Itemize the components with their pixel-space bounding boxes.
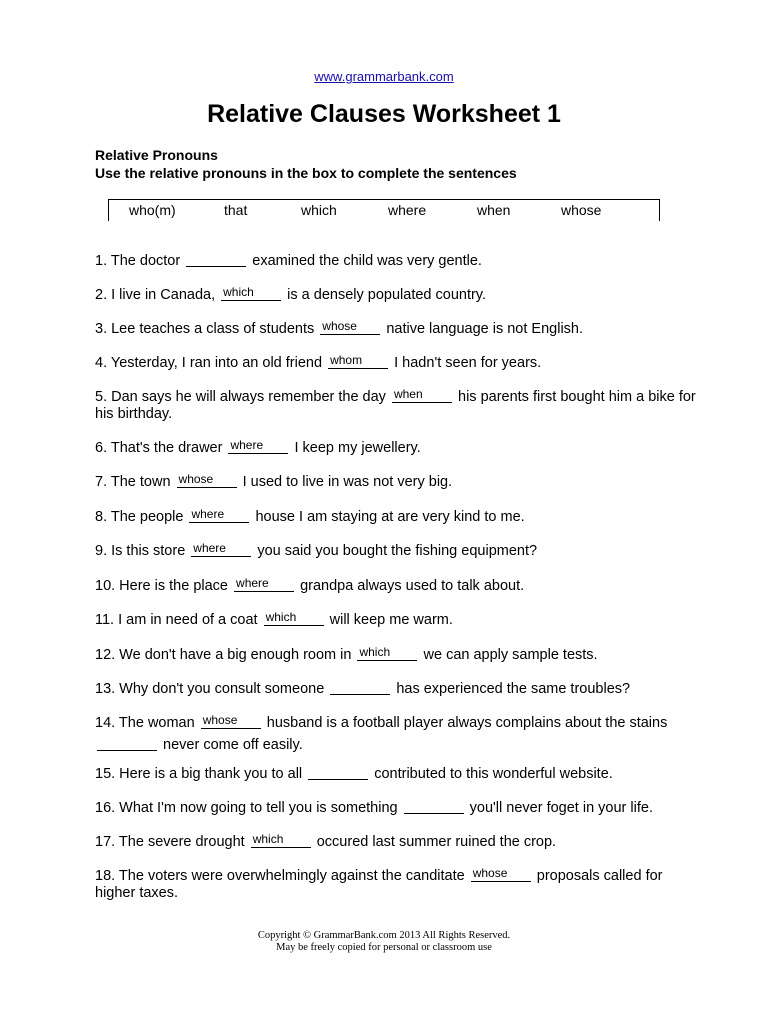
- word-box-item: who(m): [129, 202, 176, 218]
- question-text: 9. Is this store: [95, 543, 186, 559]
- section-heading: Relative Pronouns: [95, 147, 218, 163]
- answer-text: whom: [330, 353, 363, 367]
- question-text: his parents first bought him a bike for his birthday.: [95, 389, 696, 422]
- question-text: 6. That's the drawer: [95, 440, 223, 456]
- question-text: 5. Dan says he will always remember the day: [95, 389, 386, 405]
- question-item: [95, 676, 705, 698]
- question-item: [95, 573, 705, 595]
- answer-text: whose: [178, 472, 214, 486]
- question-text: husband is a football player always complains about the stains: [266, 715, 668, 731]
- answer-text: which: [359, 645, 391, 659]
- word-box: [108, 199, 660, 221]
- word-box-item: that: [224, 202, 248, 218]
- answer-blank[interactable]: [97, 734, 157, 751]
- answer-blank[interactable]: [201, 712, 261, 729]
- question-text: never come off easily.: [163, 737, 303, 753]
- question-text: has experienced the same troubles?: [396, 681, 631, 697]
- question-text: house I am staying at are very kind to me.: [255, 509, 525, 525]
- word-box-item: where: [388, 202, 427, 218]
- answer-blank[interactable]: [189, 506, 249, 523]
- question-text: occured last summer ruined the crop.: [316, 834, 557, 850]
- instructions-text: Use the relative pronouns in the box to complete the sentences: [95, 165, 517, 181]
- answer-blank[interactable]: [320, 318, 380, 335]
- question-text: grandpa always used to talk about.: [300, 578, 525, 594]
- answer-blank[interactable]: [308, 763, 368, 780]
- question-text: you'll never foget in your life.: [469, 800, 653, 816]
- answer-blank[interactable]: [221, 284, 281, 301]
- question-item: [95, 863, 705, 902]
- question-text: 12. We don't have a big enough room in: [95, 647, 352, 663]
- question-text: 7. The town: [95, 474, 171, 490]
- question-item: [95, 469, 705, 491]
- answer-text: which: [265, 610, 297, 624]
- question-item: [95, 350, 705, 372]
- question-text: I used to live in was not very big.: [242, 474, 453, 490]
- word-box-item: which: [301, 202, 337, 218]
- answer-text: where: [193, 541, 226, 555]
- answer-text: where: [236, 576, 269, 590]
- question-item: [95, 607, 705, 629]
- question-text: 1. The doctor: [95, 253, 181, 269]
- question-text: I hadn't seen for years.: [394, 355, 542, 371]
- usage-note: May be freely copied for personal or classroom use: [276, 942, 492, 953]
- answer-text: where: [230, 438, 264, 452]
- question-item: [95, 504, 705, 526]
- answer-blank[interactable]: [264, 609, 324, 626]
- answer-text: which: [252, 832, 284, 846]
- question-item: [95, 435, 705, 457]
- answer-blank[interactable]: [234, 575, 294, 592]
- question-item: [95, 642, 705, 664]
- question-text: is a densely populated country.: [287, 287, 487, 303]
- footer: [0, 930, 768, 954]
- answer-text: whose: [472, 866, 508, 880]
- answer-blank[interactable]: [251, 831, 311, 848]
- question-text: native language is not English.: [386, 321, 584, 337]
- answer-blank[interactable]: [404, 797, 464, 814]
- question-item: [95, 761, 705, 783]
- question-text: 18. The voters were overwhelmingly against the canditate: [95, 868, 465, 884]
- question-text: contributed to this wonderful website.: [374, 766, 613, 782]
- answer-text: which: [223, 285, 254, 299]
- question-text: 15. Here is a big thank you to all: [95, 766, 303, 782]
- answer-blank[interactable]: [186, 250, 246, 267]
- question-item: [95, 282, 705, 304]
- answer-blank[interactable]: [357, 644, 417, 661]
- answer-blank[interactable]: [330, 678, 390, 695]
- question-text: proposals called for higher taxes.: [95, 868, 663, 901]
- question-item: [95, 829, 705, 851]
- answer-text: when: [393, 387, 423, 401]
- question-text: we can apply sample tests.: [423, 647, 598, 663]
- answer-text: whose: [202, 713, 238, 727]
- question-text: 14. The woman: [95, 715, 195, 731]
- question-text: will keep me warm.: [329, 612, 453, 628]
- question-text: 8. The people: [95, 509, 184, 525]
- page-title: Relative Clauses Worksheet 1: [207, 100, 561, 128]
- answer-text: where: [191, 507, 225, 521]
- answer-text: whose: [322, 319, 357, 333]
- question-text: you said you bought the fishing equipment?: [257, 543, 538, 559]
- answer-blank[interactable]: [177, 471, 237, 488]
- question-text: 17. The severe drought: [95, 834, 245, 850]
- question-item: [95, 710, 705, 754]
- question-text: I keep my jewellery.: [294, 440, 421, 456]
- question-text: 3. Lee teaches a class of students: [95, 321, 315, 337]
- question-item: [95, 316, 705, 338]
- site-link[interactable]: www.grammarbank.com: [314, 69, 454, 84]
- question-text: 4. Yesterday, I ran into an old friend: [95, 355, 323, 371]
- word-box-item: when: [477, 202, 511, 218]
- question-text: 13. Why don't you consult someone: [95, 681, 325, 697]
- question-item: [95, 248, 705, 270]
- question-item: [95, 384, 705, 423]
- answer-blank[interactable]: [328, 352, 388, 369]
- question-text: 2. I live in Canada,: [95, 287, 216, 303]
- question-item: [95, 795, 705, 817]
- question-item: [95, 538, 705, 560]
- copyright-text: Copyright © GrammarBank.com 2013 All Rights Reserved.: [257, 930, 511, 941]
- question-text: 16. What I'm now going to tell you is something: [95, 800, 398, 816]
- word-box-item: whose: [561, 202, 602, 218]
- answer-blank[interactable]: [392, 386, 452, 403]
- question-text: 11. I am in need of a coat: [95, 612, 258, 628]
- answer-blank[interactable]: [471, 865, 531, 882]
- answer-blank[interactable]: [228, 437, 288, 454]
- question-text: examined the child was very gentle.: [252, 253, 482, 269]
- question-text: 10. Here is the place: [95, 578, 228, 594]
- answer-blank[interactable]: [191, 540, 251, 557]
